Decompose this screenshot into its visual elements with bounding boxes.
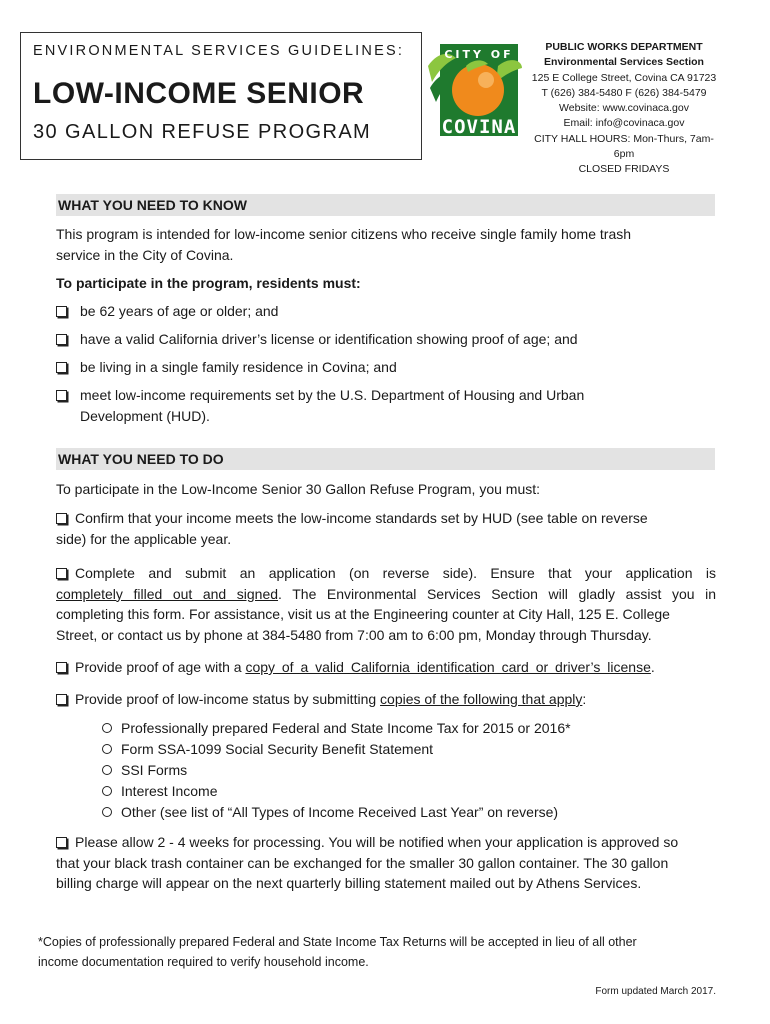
checkbox-icon xyxy=(56,662,67,673)
page-subtitle: 30 GALLON REFUSE PROGRAM xyxy=(33,121,372,143)
section-heading-do: WHAT YOU NEED TO DO xyxy=(56,448,715,470)
title-box xyxy=(20,32,422,160)
income-doc-item: Form SSA-1099 Social Security Benefit Statement xyxy=(102,739,433,760)
requirement-item: be 62 years of age or older; and xyxy=(56,301,716,322)
know-intro: This program is intended for low-income senior citizens who receive single family home trash service in the City of Covina. xyxy=(56,226,632,263)
section-heading-know: WHAT YOU NEED TO KNOW xyxy=(56,194,715,216)
step-proof-of-age: Provide proof of age with a copy of a valid California identification card or driver’s license. xyxy=(56,657,716,678)
form-updated-date: Form updated March 2017. xyxy=(595,986,716,997)
requirement-item: meet low-income requirements set by the U.S. Department of Housing and Urban Development (HUD). xyxy=(56,385,716,426)
circle-bullet-icon xyxy=(102,786,112,796)
income-doc-item: Interest Income xyxy=(102,781,218,802)
income-doc-item: Other (see list of “All Types of Income Received Last Year” on reverse) xyxy=(102,802,558,823)
step-confirm-income: Confirm that your income meets the low-income standards set by HUD (see table on reverse side) for the applicable year. xyxy=(56,510,648,547)
phone-fax: T (626) 384-5480 F (626) 384-5479 xyxy=(541,86,707,99)
checkbox-icon xyxy=(56,306,67,317)
requirement-item: have a valid California driver’s license or identification showing proof of age; and xyxy=(56,329,716,350)
guidelines-kicker: ENVIRONMENTAL SERVICES GUIDELINES: xyxy=(33,43,405,59)
logo-bottom-text: COVINA xyxy=(441,116,517,138)
city-hall-hours: CITY HALL HOURS: Mon-Thurs, 7am-6pm xyxy=(534,132,714,161)
email: Email: info@covinaca.gov xyxy=(563,117,685,130)
website: Website: www.covinaca.gov xyxy=(559,102,689,115)
checkbox-icon xyxy=(56,390,67,401)
city-of-covina-logo xyxy=(426,36,522,144)
circle-bullet-icon xyxy=(102,765,112,775)
circle-bullet-icon xyxy=(102,807,112,817)
income-doc-item: SSI Forms xyxy=(102,760,187,781)
must-label: To participate in the program, residents must: xyxy=(56,275,361,291)
footnote: *Copies of professionally prepared Federal and State Income Tax Returns will be accepted in lieu of all other income documentation required to verify household income. xyxy=(38,935,637,969)
step-proof-of-income: Provide proof of low-income status by submitting copies of the following that apply: xyxy=(56,689,716,710)
logo-top-text: CITY OF xyxy=(444,48,514,61)
checkbox-icon xyxy=(56,334,67,345)
address: 125 E College Street, Covina CA 91723 xyxy=(531,71,717,84)
checkbox-icon xyxy=(56,837,67,848)
page-title: LOW-INCOME SENIOR xyxy=(33,77,365,110)
step-processing-time: Please allow 2 - 4 weeks for processing. You will be notified when your application is approved so that your black trash container can be exchanged for the smaller 30 gallon container. The 30 gallon billing charge will appear on the next quarterly billing statement mailed out by Athens Services. xyxy=(56,834,679,891)
department-info xyxy=(526,40,722,178)
checkbox-icon xyxy=(56,362,67,373)
checkbox-icon xyxy=(56,568,67,579)
circle-bullet-icon xyxy=(102,723,112,733)
closed-fridays: CLOSED FRIDAYS xyxy=(578,163,670,176)
department-name: PUBLIC WORKS DEPARTMENT xyxy=(545,41,703,53)
checkbox-icon xyxy=(56,513,67,524)
section-name: Environmental Services Section xyxy=(544,56,704,69)
checkbox-icon xyxy=(56,694,67,705)
do-intro: To participate in the Low-Income Senior 30 Gallon Refuse Program, you must: xyxy=(56,481,541,497)
requirement-item: be living in a single family residence in Covina; and xyxy=(56,357,716,378)
circle-bullet-icon xyxy=(102,744,112,754)
step-complete-application: Complete and submit an application (on reverse side). Ensure that your application is completely filled out and signed. The Environmental Services Section will gladly assist you in completing this form. For assistance, visit us at the Engineering counter at City Hall, 125 E. College Street, or contact us by phone at 384-5480 from 7:00 am to 6:00 pm, Monday through Thursday. xyxy=(56,565,716,643)
income-doc-item: Professionally prepared Federal and State Income Tax for 2015 or 2016* xyxy=(102,718,571,739)
